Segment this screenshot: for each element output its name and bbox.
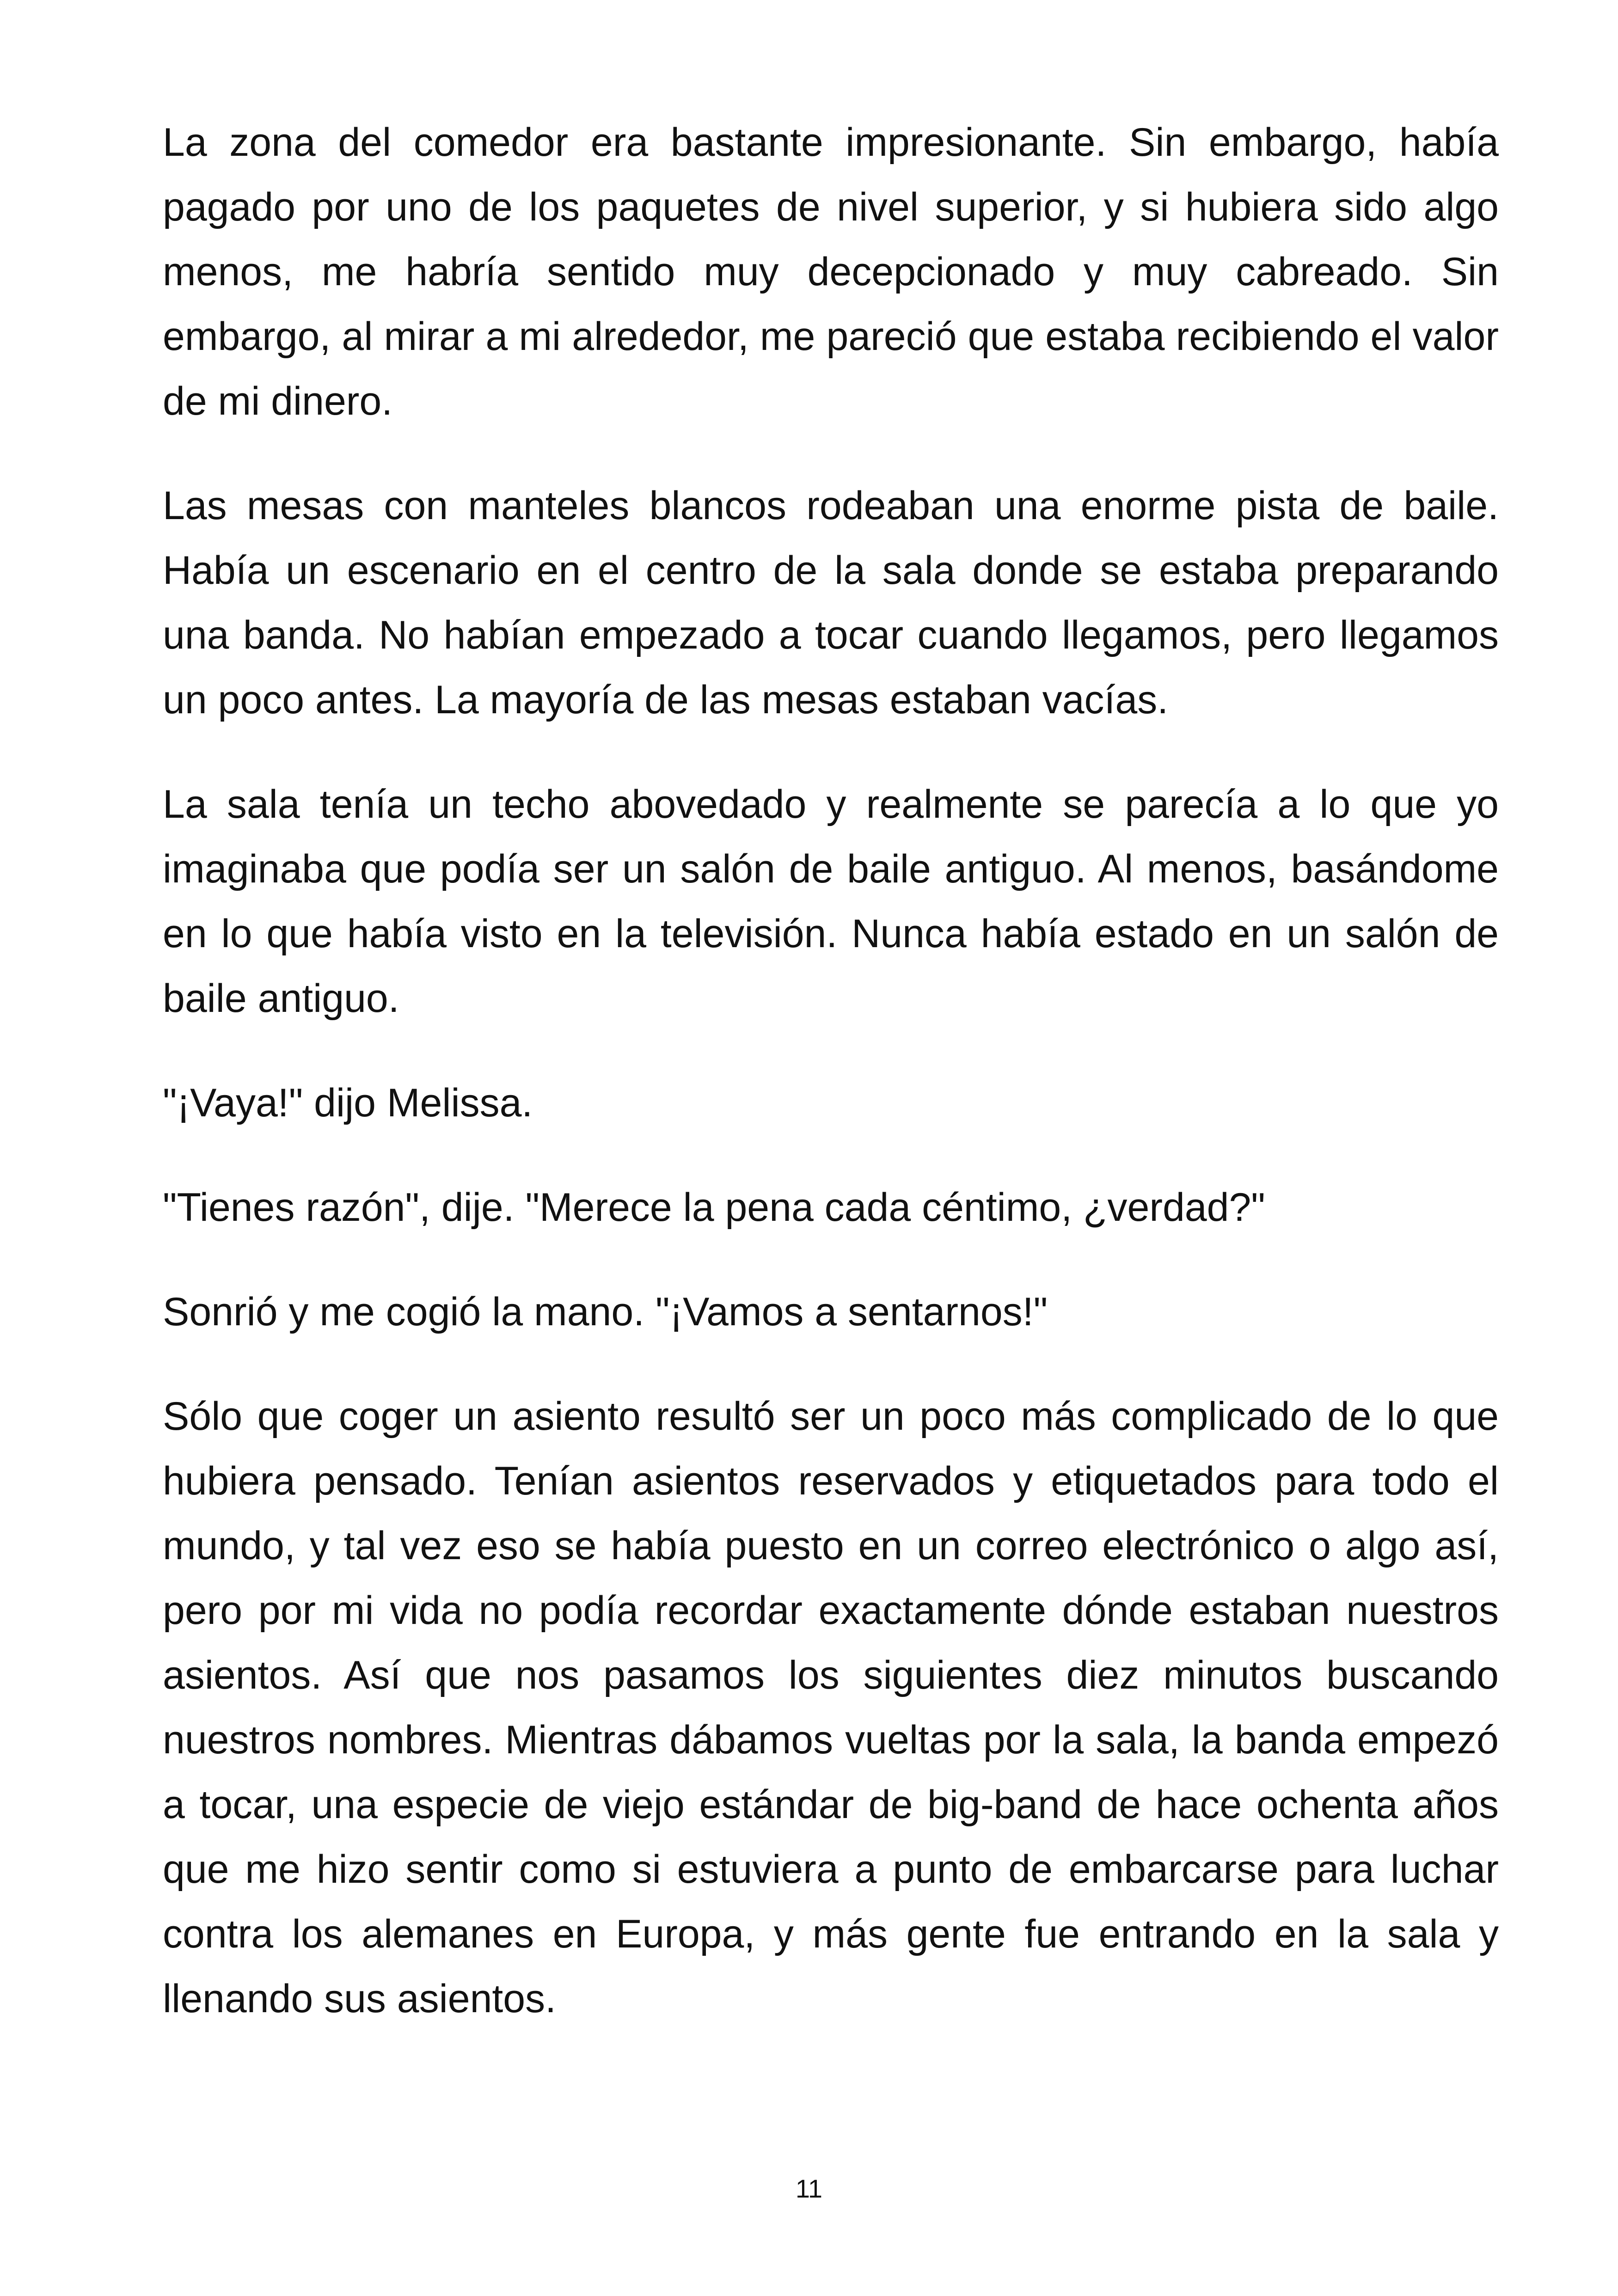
paragraph-4: "¡Vaya!" dijo Melissa. <box>163 1081 533 1125</box>
body-text <box>163 110 1499 2071</box>
paragraph-3: La sala tenía un techo abovedado y realmente se parecía a lo que yo imaginaba que podía ser un salón de baile antiguo. Al menos, basándome en lo que había visto en la televisión. Nunca había estado en un salón de baile antiguo. <box>163 782 1499 1021</box>
paragraph-2: Las mesas con manteles blancos rodeaban una enorme pista de baile. Había un escenario en el centro de la sala donde se estaba preparando una banda. No habían empezado a tocar cuando llegamos, pero llegamos un poco antes. La mayoría de las mesas estaban vacías. <box>163 484 1499 722</box>
paragraph-1: La zona del comedor era bastante impresionante. Sin embargo, había pagado por uno de los paquetes de nivel superior, y si hubiera sido algo menos, me habría sentido muy decepcionado y muy cabreado. Sin embargo, al mirar a mi alrededor, me pareció que estaba recibiendo el valor de mi dinero. <box>163 120 1499 423</box>
paragraph-6: Sonrió y me cogió la mano. "¡Vamos a sentarnos!" <box>163 1290 1048 1334</box>
paragraph-5: "Tienes razón", dije. "Merece la pena cada céntimo, ¿verdad?" <box>163 1185 1265 1230</box>
page-number: 11 <box>795 2174 823 2203</box>
paragraph-7: Sólo que coger un asiento resultó ser un poco más complicado de lo que hubiera pensado. Tenían asientos reservados y etiquetados para todo el mundo, y tal vez eso se había puesto en un correo electrónico o algo así, pero por mi vida no podía recordar exactamente dónde estaban nuestros asientos. Así que nos pasamos los siguientes diez minutos buscando nuestros nombres. Mientras dábamos vueltas por la sala, la banda empezó a tocar, una especie de viejo estándar de big-band de hace ochenta años que me hizo sentir como si estuviera a punto de embarcarse para luchar contra los alemanes en Europa, y más gente fue entrando en la sala y llenando sus asientos. <box>163 1394 1499 2021</box>
